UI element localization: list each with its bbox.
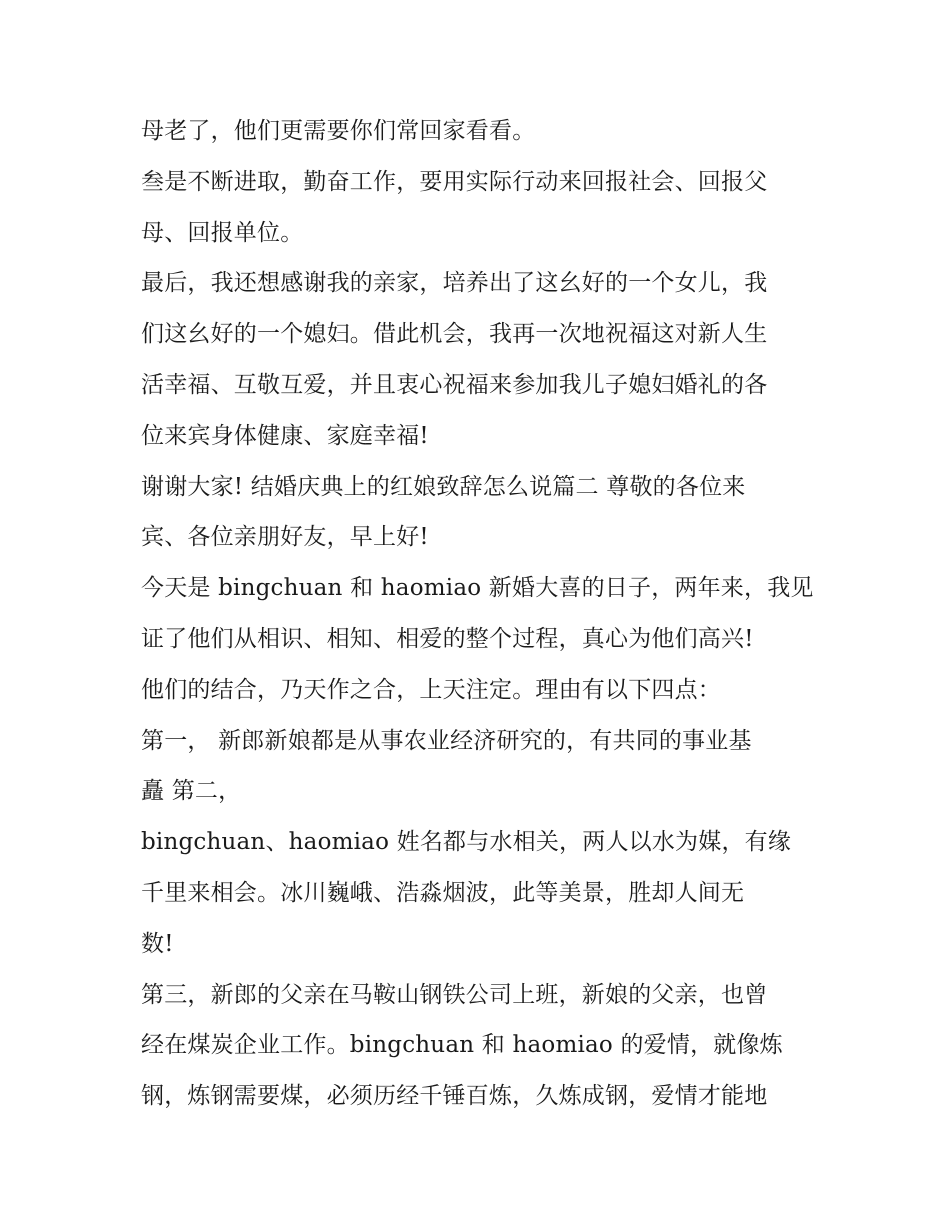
text-line: 最后，我还想感谢我的亲家，培养出了这幺好的一个女儿，我 (141, 270, 768, 297)
text-line: 母老了，他们更需要你们常回家看看。 (141, 118, 536, 144)
text-line: 谢谢大家! 结婚庆典上的红娘致辞怎么说篇二 尊敬的各位来 (141, 473, 746, 500)
text-line: bingchuan、haomiao 姓名都与水相关，两人以水为媒，有缘 (141, 829, 792, 856)
text-line: 叁是不断进取，勤奋工作，要用实际行动来回报社会、回报父 (141, 168, 768, 195)
text-line: 数! (141, 930, 174, 957)
text-line: 他们的结合，乃天作之合，上天注定。理由有以下四点： (141, 676, 721, 703)
document-body (141, 106, 821, 1122)
text-line: 经在煤炭企业工作。bingchuan 和 haomiao 的爱情，就像炼 (141, 1032, 783, 1059)
text-line: 今天是 bingchuan 和 haomiao 新婚大喜的日子，两年来，我见 (141, 575, 814, 602)
text-line: 证了他们从相识、相知、相爱的整个过程，真心为他们高兴! (141, 625, 754, 652)
text-line: 第三，新郎的父亲在马鞍山钢铁公司上班，新娘的父亲，也曾 (141, 981, 768, 1008)
text-line: 活幸福、互敬互爱，并且衷心祝福来参加我儿子媳妇婚礼的各 (141, 371, 768, 398)
text-line: 母、回报单位。 (141, 219, 304, 246)
text-line: 千里来相会。冰川巍峨、浩淼烟波，此等美景，胜却人间无 (141, 879, 745, 906)
text-line: 宾、各位亲朋好友，早上好! (141, 524, 429, 551)
text-line: 钢，炼钢需要煤，必须历经千锤百炼，久炼成钢，爱情才能地 (141, 1083, 768, 1110)
text-line: 第一， 新郎新娘都是从事农业经济研究的，有共同的事业基 (141, 727, 752, 754)
text-line: 们这幺好的一个媳妇。借此机会，我再一次地祝福这对新人生 (141, 321, 768, 348)
text-line: 矗 第二， (141, 778, 242, 805)
text-line: 位来宾身体健康、家庭幸福! (141, 422, 429, 449)
